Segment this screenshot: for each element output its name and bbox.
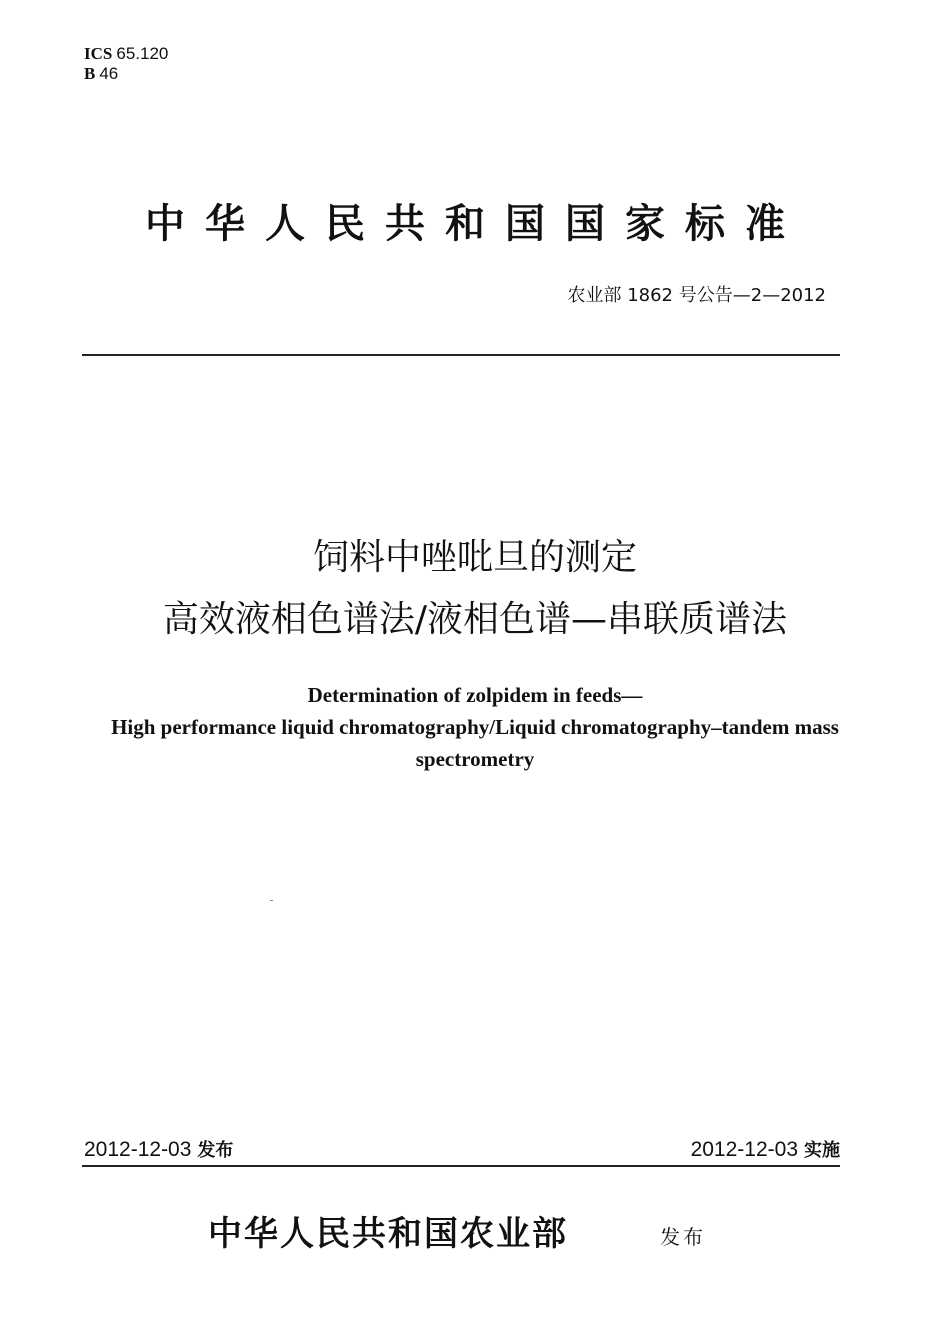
ics-line <box>84 44 168 64</box>
title-cn-line1: 饲料中唑吡旦的测定 <box>312 537 637 578</box>
implement-date: 2012-12-03 <box>690 1138 798 1161</box>
national-standard-heading: 中华人民共和国国家标准 <box>145 201 805 247</box>
implement-date-block <box>691 1136 840 1165</box>
issue-date-block <box>84 1136 233 1165</box>
publisher-suffix: 发布 <box>660 1225 706 1249</box>
standard-code: 农业部 1862 号公告—2—2012 <box>567 285 826 306</box>
issue-label: 发布 <box>197 1140 234 1161</box>
ics-block <box>84 44 168 84</box>
ccs-line <box>84 64 168 84</box>
ccs-label: B <box>84 64 96 83</box>
title-cn-line2: 高效液相色谱法/液相色谱—串联质谱法 <box>162 599 788 640</box>
title-en-line3: spectrometry <box>415 747 535 771</box>
issue-date: 2012-12-03 <box>84 1138 192 1161</box>
header-divider <box>82 354 840 356</box>
implement-label: 实施 <box>804 1140 840 1161</box>
ics-code: 65.120 <box>116 44 169 63</box>
title-en-line2: High performance liquid chromatography/Liquid chromatography–tandem mass <box>111 715 839 739</box>
publisher-name: 中华人民共和国农业部 <box>208 1214 568 1254</box>
ccs-code: 46 <box>99 64 119 83</box>
scan-speck <box>270 900 273 901</box>
date-divider <box>82 1165 840 1167</box>
ics-label: ICS <box>84 44 113 63</box>
title-en-line1: Determination of zolpidem in feeds— <box>307 683 643 707</box>
